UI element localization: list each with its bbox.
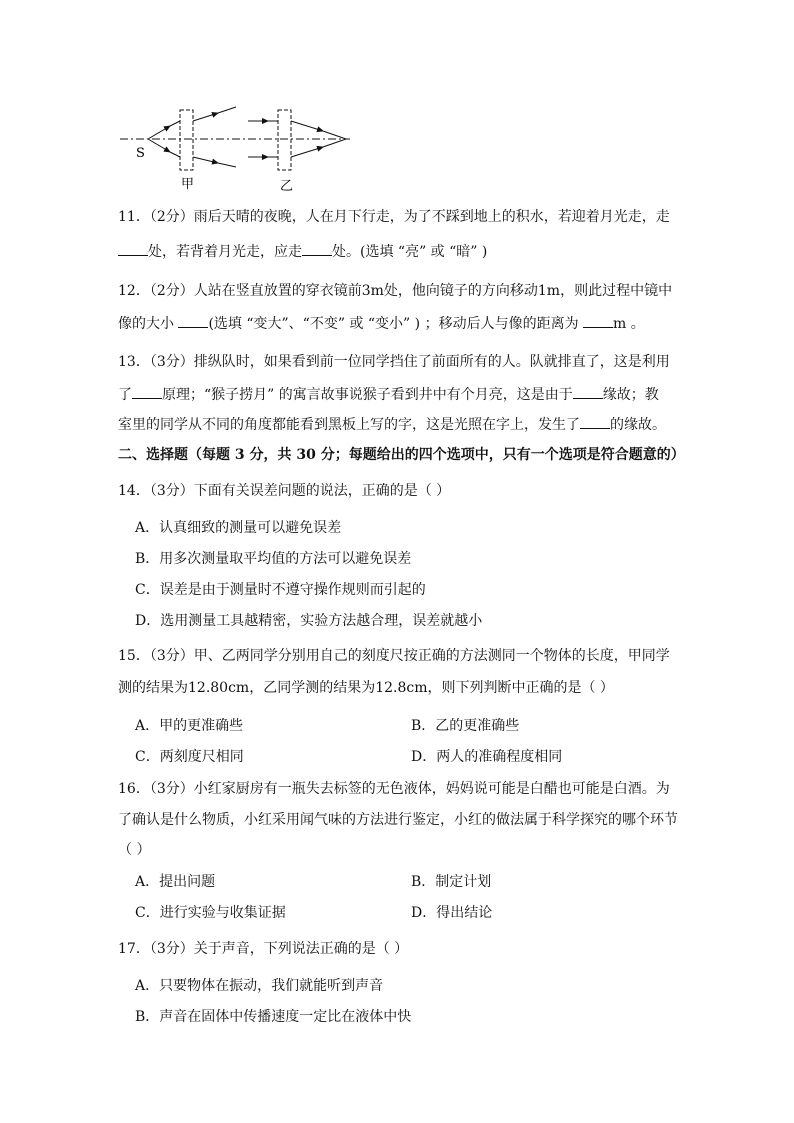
q15-option-d[interactable]: D．两人的准确程度相同: [411, 749, 563, 765]
answer-blank[interactable]: [178, 313, 208, 328]
q13-text-b: 原理；“猴子捞月” 的寓言故事说猴子看到井中有个月亮，这是由于: [162, 387, 573, 403]
q16-option-d[interactable]: D．得出结论: [411, 905, 493, 921]
q13-text-c: 缘故；教: [602, 387, 659, 403]
q12-line-1: 12．（2分）人站在竖直放置的穿衣镜前3m处，他向镜子的方向移动1m，则此过程中镜中: [118, 283, 673, 299]
label-yi: 乙: [280, 179, 294, 194]
q17-option-b[interactable]: B．声音在固体中传播速度一定比在液体中快: [135, 1009, 412, 1025]
q13-text-d: 室里的同学从不同的角度都能看到黑板上写的字，这是光照在字上，发生了: [118, 417, 580, 433]
ray: [291, 121, 323, 131]
q15-line-1: 15．（3分）甲、乙两同学分别用自己的刻度尺按正确的方法测同一个物体的长度，甲同学: [118, 648, 670, 664]
q11-line-1: 11．（2分）雨后天晴的夜晚，人在月下行走，为了不踩到地上的积水，若迎着月光走，走: [118, 209, 670, 225]
optical-box-yi: [278, 110, 291, 170]
q11-line-2: [118, 241, 487, 262]
q16-line-3: （ ）: [118, 842, 151, 858]
label-jia: 甲: [181, 177, 195, 192]
q13-text-a: 了: [118, 387, 132, 403]
q11-text-b: 处。(选填 “亮” 或 “暗” ): [332, 244, 488, 260]
q12-text-a: 像的大小: [118, 316, 174, 332]
q15-option-b[interactable]: B．乙的更准确些: [411, 718, 520, 734]
q13-line-1: 13．（3分）排纵队时，如果看到前一位同学挡住了前面所有的人。队就排直了，这是利用: [118, 354, 670, 370]
q15-line-2: 测的结果为12.80cm，乙同学测的结果为12.8cm，则下列判断中正确的是（ ）: [118, 680, 614, 696]
q16-line-1: 16．（3分）小红家厨房有一瓶失去标签的无色液体，妈妈说可能是白醋也可能是白酒。为: [118, 781, 670, 797]
answer-blank[interactable]: [132, 384, 162, 399]
answer-blank[interactable]: [580, 414, 610, 429]
ray: [148, 139, 170, 152]
q16-option-b[interactable]: B．制定计划: [411, 874, 492, 890]
q13-text-e: 的缘故。: [610, 417, 666, 433]
q13-line-3: [118, 414, 666, 435]
q17-option-a[interactable]: A．只要物体在振动，我们就能听到声音: [135, 978, 384, 994]
q12-text-c: m 。: [613, 316, 645, 332]
section-heading: 二、选择题（每题 3 分，共 30 分；每题给出的四个选项中，只有一个选项是符合题意的）: [118, 447, 685, 463]
q14-option-a[interactable]: A．认真细致的测量可以避免误差: [135, 520, 342, 536]
ray: [193, 157, 218, 163]
ray: [323, 131, 346, 139]
ray: [170, 152, 180, 157]
q14-stem: 14．（3分）下面有关误差问题的说法，正确的是（ ）: [118, 483, 451, 499]
q12-text-b: (选填 “变大”、“不变” 或 “变小” ) ；移动后人与像的距离为: [208, 316, 579, 332]
ray: [148, 126, 170, 139]
optics-figure: [118, 104, 363, 194]
answer-blank[interactable]: [118, 241, 148, 256]
q16-option-a[interactable]: A．提出问题: [135, 874, 216, 890]
q17-stem: 17．（3分）关于声音，下列说法正确的是（ ）: [118, 941, 409, 957]
q14-option-c[interactable]: C．误差是由于测量时不遵守操作规则而引起的: [135, 582, 426, 598]
answer-blank[interactable]: [583, 313, 613, 328]
label-s: S: [136, 146, 145, 161]
ray: [291, 147, 323, 157]
q11-text-a: 处，若背着月光走，应走: [148, 244, 302, 260]
ray: [323, 139, 346, 147]
q14-option-d[interactable]: D．选用测量工具越精密，实验方法越合理，误差就越小: [135, 613, 483, 629]
q16-option-c[interactable]: C．进行实验与收集证据: [135, 905, 286, 921]
q14-option-b[interactable]: B．用多次测量取平均值的方法可以避免误差: [135, 551, 412, 567]
ray: [170, 121, 180, 126]
q15-option-a[interactable]: A．甲的更准确些: [135, 718, 244, 734]
optical-box-jia: [180, 110, 193, 170]
q15-option-c[interactable]: C．两刻度尺相同: [135, 749, 244, 765]
ray: [218, 163, 236, 167]
answer-blank[interactable]: [573, 384, 603, 399]
ray: [218, 107, 236, 113]
q12-line-2: [118, 313, 645, 334]
q16-line-2: 了确认是什么物质，小红采用闻气味的方法进行鉴定，小红的做法属于科学探究的哪个环节: [118, 812, 678, 828]
q13-line-2: [118, 384, 659, 405]
answer-blank[interactable]: [302, 241, 332, 256]
ray: [193, 113, 218, 121]
